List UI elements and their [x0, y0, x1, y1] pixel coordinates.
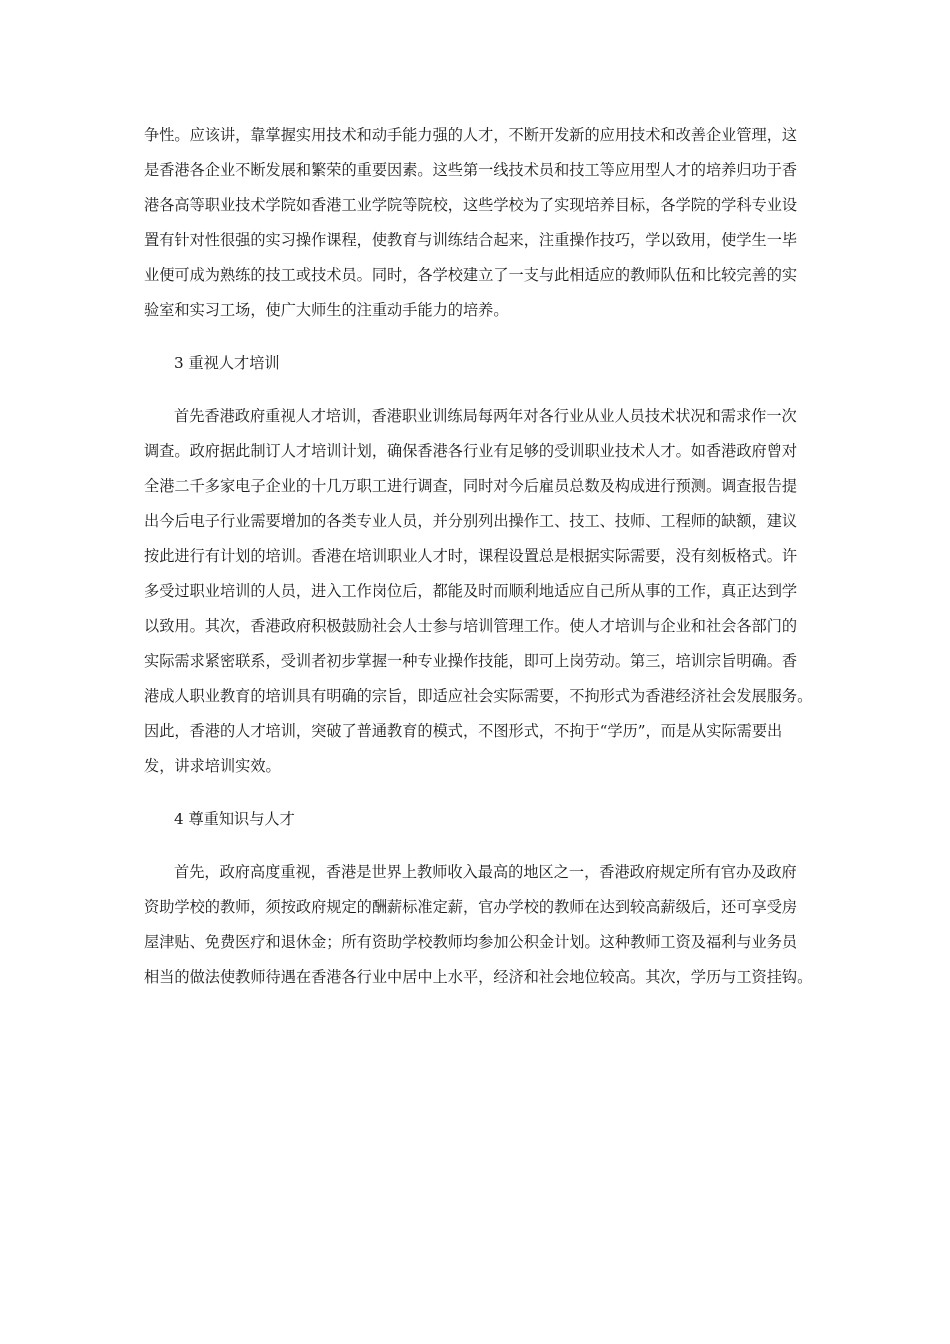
text-line: 出今后电子行业需要增加的各类专业人员，并分别列出操作工、技工、技师、工程师的缺额，建议 — [144, 512, 798, 530]
text-line: 屋津贴、免费医疗和退休金；所有资助学校教师均参加公积金计划。这种教师工资及福利与业务员 — [144, 933, 798, 951]
document-page — [144, 118, 813, 995]
section-heading-3: 3 重视人才培训 — [174, 354, 280, 372]
text-line: 首先，政府高度重视，香港是世界上教师收入最高的地区之一，香港政府规定所有官办及政府 — [174, 863, 797, 881]
text-line: 港成人职业教育的培训具有明确的宗旨，即适应社会实际需要，不拘形式为香港经济社会发展服务。 — [144, 687, 813, 705]
text-line: 验室和实习工场，使广大师生的注重动手能力的培养。 — [144, 301, 509, 319]
text-line: 置有针对性很强的实习操作课程，使教育与训练结合起来，注重操作技巧，学以致用，使学生一毕 — [144, 231, 798, 249]
text-line: 按此进行有计划的培训。香港在培训职业人才时，课程设置总是根据实际需要，没有刻板格式。许 — [144, 547, 798, 565]
paragraph-section-3 — [144, 399, 813, 784]
text-line: 是香港各企业不断发展和繁荣的重要因素。这些第一线技术员和技工等应用型人才的培养归功于香 — [144, 161, 798, 179]
text-line: 相当的做法使教师待遇在香港各行业中居中上水平，经济和社会地位较高。其次，学历与工资挂钩。 — [144, 968, 813, 986]
text-line: 因此，香港的人才培训，突破了普通教育的模式，不图形式，不拘于“学历”，而是从实际需要出 — [144, 722, 783, 740]
section-heading-4: 4 尊重知识与人才 — [174, 810, 295, 828]
text-line: 全港二千多家电子企业的十几万职工进行调查，同时对今后雇员总数及构成进行预测。调查报告提 — [144, 477, 798, 495]
text-line: 港各高等职业技术学院如香港工业学院等院校，这些学校为了实现培养目标，各学院的学科专业设 — [144, 196, 798, 214]
text-line: 调查。政府据此制订人才培训计划，确保香港各行业有足够的受训职业技术人才。如香港政府曾对 — [144, 442, 798, 460]
text-line: 发，讲求培训实效。 — [144, 757, 281, 775]
text-line: 首先香港政府重视人才培训，香港职业训练局每两年对各行业从业人员技术状况和需求作一次 — [174, 407, 797, 425]
text-line: 资助学校的教师，须按政府规定的酬薪标准定薪，官办学校的教师在达到较高薪级后，还可享受房 — [144, 898, 798, 916]
text-line: 以致用。其次，香港政府积极鼓励社会人士参与培训管理工作。使人才培训与企业和社会各部门的 — [144, 617, 798, 635]
paragraph-section-4 — [144, 855, 813, 995]
paragraph-1 — [144, 118, 806, 328]
text-line: 争性。应该讲，靠掌握实用技术和动手能力强的人才，不断开发新的应用技术和改善企业管理，这 — [144, 126, 798, 144]
text-line: 业便可成为熟练的技工或技术员。同时，各学校建立了一支与此相适应的教师队伍和比较完善的实 — [144, 266, 798, 284]
text-line: 实际需求紧密联系，受训者初步掌握一种专业操作技能，即可上岗劳动。第三，培训宗旨明确。香 — [144, 652, 798, 670]
text-line: 多受过职业培训的人员，进入工作岗位后，都能及时而顺利地适应自己所从事的工作，真正达到学 — [144, 582, 798, 600]
